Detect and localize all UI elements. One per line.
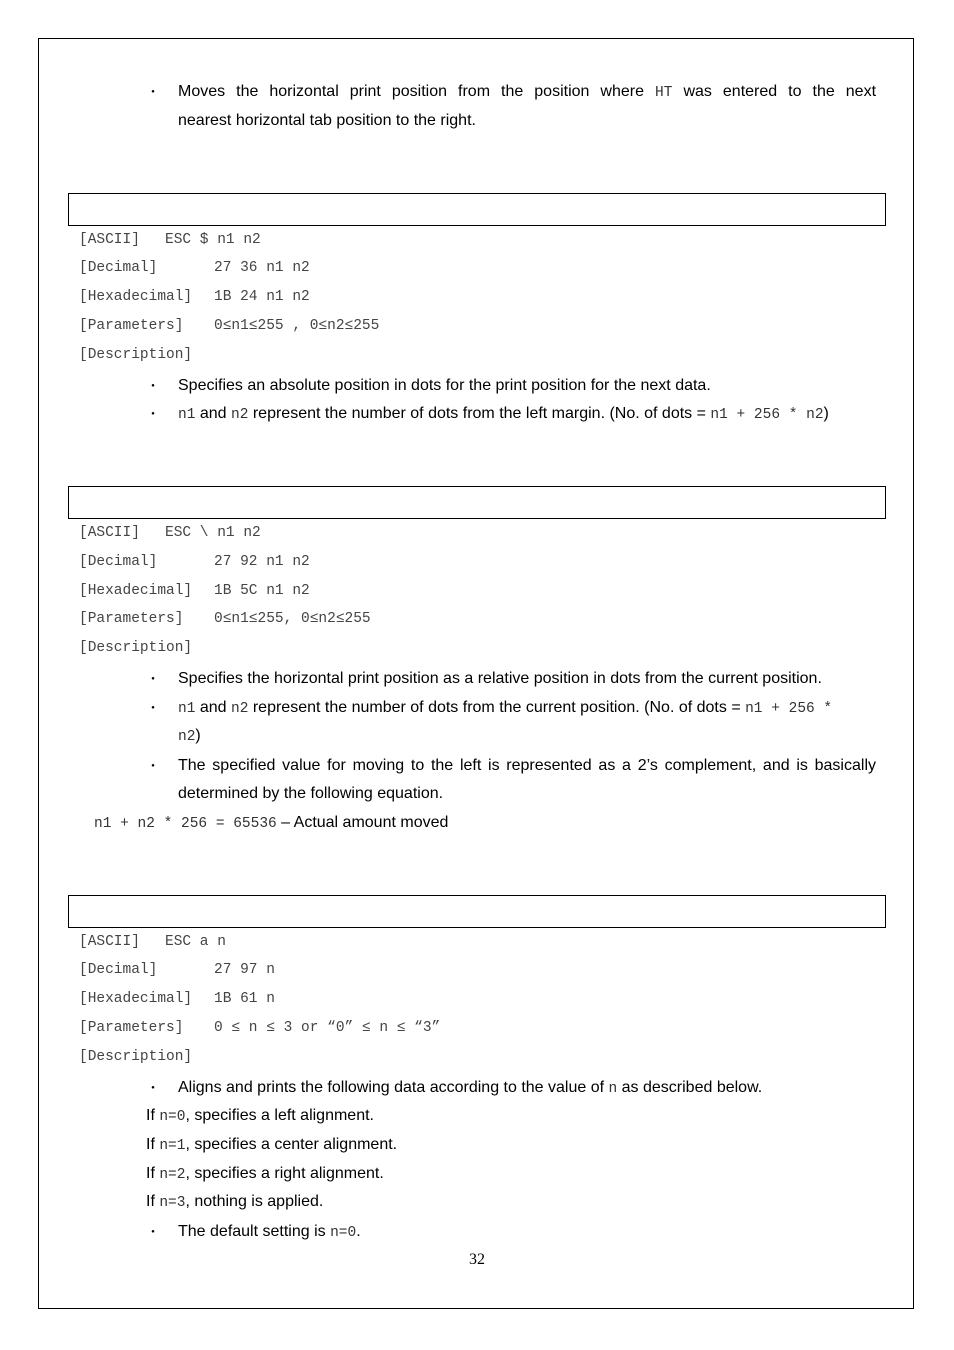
description-label: [Description] [79, 347, 193, 363]
params-value: 0 ≤ n ≤ 3 or “0” ≤ n ≤ “3” [214, 1020, 441, 1036]
bullet-icon: ・ [146, 671, 160, 687]
decimal-value: 27 36 n1 n2 [214, 260, 310, 276]
code-formula: n1 + 256 * n2 [710, 407, 824, 423]
description-text [178, 693, 832, 724]
text: If [146, 1107, 160, 1124]
decimal-label: [Decimal] [79, 554, 158, 570]
alignment-option-left [146, 1101, 374, 1132]
bullet-icon: ・ [146, 1080, 160, 1096]
intro-code-ht: HT [655, 85, 673, 101]
description-text [178, 1217, 361, 1248]
params-value: 0≤n1≤255 , 0≤n2≤255 [214, 318, 380, 334]
description-text: Specifies an absolute position in dots for the print position for the next data. [178, 377, 711, 394]
text: . [356, 1223, 361, 1240]
params-value: 0≤n1≤255, 0≤n2≤255 [214, 611, 371, 627]
bullet-icon: ・ [146, 758, 160, 774]
description-text [178, 1073, 762, 1104]
code-n1: n1 [178, 407, 196, 423]
params-label: [Parameters] [79, 1020, 184, 1036]
code-n2: n2 [231, 701, 249, 717]
code-n2: n2 [231, 407, 249, 423]
text: as described below. [617, 1079, 763, 1096]
code-n: n [608, 1081, 618, 1097]
text: Aligns and prints the following data according to the value of [178, 1079, 609, 1096]
hex-value: 1B 24 n1 n2 [214, 289, 310, 305]
equation [94, 808, 448, 839]
decimal-value: 27 97 n [214, 962, 275, 978]
description-text: The specified value for moving to the left is represented as a 2’s complement, and is basically [178, 757, 876, 774]
bullet-icon: ・ [146, 406, 160, 422]
text: If [146, 1193, 160, 1210]
page-number: 32 [469, 1251, 485, 1268]
bullet-icon: ・ [146, 700, 160, 716]
description-text [178, 399, 829, 430]
code-default: n=0 [330, 1225, 357, 1241]
ascii-label: [ASCII] [79, 232, 140, 248]
hex-value: 1B 61 n [214, 991, 275, 1007]
description-text: Specifies the horizontal print position as a relative position in dots from the current position. [178, 670, 822, 687]
intro-text-b: was entered to the next [683, 83, 877, 100]
text: ) [195, 727, 201, 744]
hex-label: [Hexadecimal] [79, 991, 193, 1007]
ascii-value: ESC \ n1 n2 [165, 525, 261, 541]
params-label: [Parameters] [79, 318, 184, 334]
code-n2: n2 [178, 729, 196, 745]
hex-value: 1B 5C n1 n2 [214, 583, 310, 599]
text: If [146, 1136, 160, 1153]
hex-label: [Hexadecimal] [79, 289, 193, 305]
text: The default setting is [178, 1223, 331, 1240]
text: , specifies a center alignment. [185, 1136, 398, 1153]
code-value: n=3 [159, 1195, 186, 1211]
ascii-value: ESC $ n1 n2 [165, 232, 261, 248]
code-n1: n1 [178, 701, 196, 717]
command-header-box-2 [68, 486, 886, 519]
ascii-label: [ASCII] [79, 525, 140, 541]
code-value: n=1 [159, 1138, 186, 1154]
params-label: [Parameters] [79, 611, 184, 627]
decimal-label: [Decimal] [79, 260, 158, 276]
text: – Actual amount moved [276, 814, 449, 831]
ascii-label: [ASCII] [79, 934, 140, 950]
description-text-cont: determined by the following equation. [178, 785, 444, 802]
text: , specifies a right alignment. [185, 1165, 384, 1182]
text: and [195, 699, 231, 716]
text: , nothing is applied. [185, 1193, 324, 1210]
intro-text-a: Moves the horizontal print position from the position where [178, 83, 645, 100]
alignment-option-center [146, 1130, 397, 1161]
decimal-label: [Decimal] [79, 962, 158, 978]
code-formula: n1 + 256 * [745, 701, 833, 717]
text: ) [823, 405, 829, 422]
text: If [146, 1165, 160, 1182]
bullet-icon: ・ [146, 84, 160, 100]
intro-line-1 [178, 77, 876, 108]
code-value: n=0 [159, 1109, 186, 1125]
bullet-icon: ・ [146, 378, 160, 394]
alignment-option-none [146, 1187, 323, 1218]
description-text-cont [178, 721, 201, 752]
text: represent the number of dots from the current position. (No. of dots = [248, 699, 746, 716]
intro-line-2: nearest horizontal tab position to the right. [178, 112, 476, 129]
bullet-icon: ・ [146, 1224, 160, 1240]
hex-label: [Hexadecimal] [79, 583, 193, 599]
alignment-option-right [146, 1159, 384, 1190]
ascii-value: ESC a n [165, 934, 226, 950]
text: , specifies a left alignment. [185, 1107, 374, 1124]
text: represent the number of dots from the left margin. (No. of dots = [248, 405, 711, 422]
command-header-box-1 [68, 193, 886, 226]
description-label: [Description] [79, 1049, 193, 1065]
code-value: n=2 [159, 1167, 186, 1183]
command-header-box-3 [68, 895, 886, 928]
description-label: [Description] [79, 640, 193, 656]
text: and [195, 405, 231, 422]
decimal-value: 27 92 n1 n2 [214, 554, 310, 570]
code-equation: n1 + n2 * 256 = 65536 [94, 816, 277, 832]
